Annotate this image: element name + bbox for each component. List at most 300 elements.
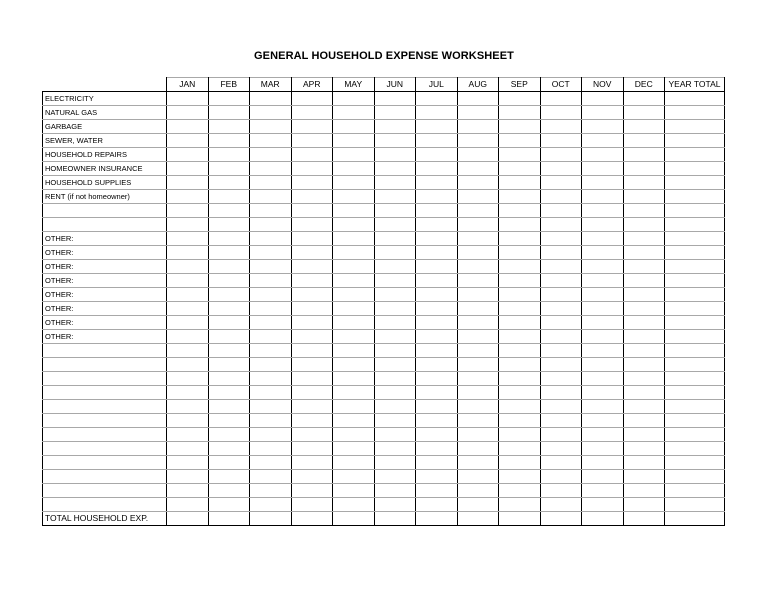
amount-cell[interactable] [167,106,209,120]
amount-cell[interactable] [457,134,499,148]
amount-cell[interactable] [665,274,725,288]
amount-cell[interactable] [208,288,250,302]
amount-cell[interactable] [250,106,292,120]
amount-cell[interactable] [333,176,375,190]
amount-cell[interactable] [416,470,458,484]
amount-cell[interactable] [416,456,458,470]
amount-cell[interactable] [665,372,725,386]
amount-cell[interactable] [291,470,333,484]
amount-cell[interactable] [582,330,624,344]
amount-cell[interactable] [665,358,725,372]
amount-cell[interactable] [167,344,209,358]
amount-cell[interactable] [333,288,375,302]
amount-cell[interactable] [540,218,582,232]
amount-cell[interactable] [457,414,499,428]
amount-cell[interactable] [457,120,499,134]
amount-cell[interactable] [457,428,499,442]
amount-cell[interactable] [499,134,541,148]
amount-cell[interactable] [540,190,582,204]
amount-cell[interactable] [208,316,250,330]
amount-cell[interactable] [291,148,333,162]
amount-cell[interactable] [665,260,725,274]
amount-cell[interactable] [416,400,458,414]
amount-cell[interactable] [582,512,624,526]
amount-cell[interactable] [208,162,250,176]
amount-cell[interactable] [540,288,582,302]
amount-cell[interactable] [499,386,541,400]
amount-cell[interactable] [540,204,582,218]
amount-cell[interactable] [250,400,292,414]
amount-cell[interactable] [208,120,250,134]
amount-cell[interactable] [582,470,624,484]
amount-cell[interactable] [665,92,725,106]
amount-cell[interactable] [333,148,375,162]
amount-cell[interactable] [333,232,375,246]
amount-cell[interactable] [582,92,624,106]
amount-cell[interactable] [208,246,250,260]
amount-cell[interactable] [333,470,375,484]
amount-cell[interactable] [333,274,375,288]
amount-cell[interactable] [582,498,624,512]
amount-cell[interactable] [416,176,458,190]
amount-cell[interactable] [167,148,209,162]
amount-cell[interactable] [167,470,209,484]
amount-cell[interactable] [623,162,665,176]
amount-cell[interactable] [250,92,292,106]
amount-cell[interactable] [540,456,582,470]
amount-cell[interactable] [457,330,499,344]
amount-cell[interactable] [167,400,209,414]
amount-cell[interactable] [167,414,209,428]
amount-cell[interactable] [250,414,292,428]
amount-cell[interactable] [623,134,665,148]
amount-cell[interactable] [333,330,375,344]
amount-cell[interactable] [374,204,416,218]
amount-cell[interactable] [457,148,499,162]
amount-cell[interactable] [540,246,582,260]
amount-cell[interactable] [208,386,250,400]
amount-cell[interactable] [250,316,292,330]
amount-cell[interactable] [623,456,665,470]
amount-cell[interactable] [167,512,209,526]
amount-cell[interactable] [167,372,209,386]
amount-cell[interactable] [416,330,458,344]
amount-cell[interactable] [582,232,624,246]
amount-cell[interactable] [374,442,416,456]
amount-cell[interactable] [250,274,292,288]
amount-cell[interactable] [374,316,416,330]
amount-cell[interactable] [665,386,725,400]
amount-cell[interactable] [374,470,416,484]
amount-cell[interactable] [208,176,250,190]
amount-cell[interactable] [540,470,582,484]
amount-cell[interactable] [374,232,416,246]
amount-cell[interactable] [167,204,209,218]
amount-cell[interactable] [208,274,250,288]
amount-cell[interactable] [416,428,458,442]
amount-cell[interactable] [416,414,458,428]
amount-cell[interactable] [540,498,582,512]
amount-cell[interactable] [291,288,333,302]
amount-cell[interactable] [374,358,416,372]
amount-cell[interactable] [623,120,665,134]
amount-cell[interactable] [291,134,333,148]
amount-cell[interactable] [499,92,541,106]
amount-cell[interactable] [499,162,541,176]
amount-cell[interactable] [416,386,458,400]
amount-cell[interactable] [333,456,375,470]
amount-cell[interactable] [665,106,725,120]
amount-cell[interactable] [291,498,333,512]
amount-cell[interactable] [416,162,458,176]
amount-cell[interactable] [208,512,250,526]
amount-cell[interactable] [374,456,416,470]
amount-cell[interactable] [167,92,209,106]
amount-cell[interactable] [291,260,333,274]
amount-cell[interactable] [623,428,665,442]
amount-cell[interactable] [167,302,209,316]
amount-cell[interactable] [499,148,541,162]
amount-cell[interactable] [457,512,499,526]
amount-cell[interactable] [374,302,416,316]
amount-cell[interactable] [457,232,499,246]
amount-cell[interactable] [250,218,292,232]
amount-cell[interactable] [167,134,209,148]
amount-cell[interactable] [416,302,458,316]
amount-cell[interactable] [499,288,541,302]
amount-cell[interactable] [623,260,665,274]
amount-cell[interactable] [582,372,624,386]
amount-cell[interactable] [416,512,458,526]
amount-cell[interactable] [540,484,582,498]
amount-cell[interactable] [416,288,458,302]
amount-cell[interactable] [291,204,333,218]
amount-cell[interactable] [250,302,292,316]
amount-cell[interactable] [499,218,541,232]
amount-cell[interactable] [291,176,333,190]
amount-cell[interactable] [540,232,582,246]
amount-cell[interactable] [291,386,333,400]
amount-cell[interactable] [374,344,416,358]
amount-cell[interactable] [374,92,416,106]
amount-cell[interactable] [416,106,458,120]
amount-cell[interactable] [665,302,725,316]
amount-cell[interactable] [291,358,333,372]
amount-cell[interactable] [208,92,250,106]
amount-cell[interactable] [499,442,541,456]
amount-cell[interactable] [333,344,375,358]
amount-cell[interactable] [208,498,250,512]
amount-cell[interactable] [582,358,624,372]
amount-cell[interactable] [333,498,375,512]
amount-cell[interactable] [499,484,541,498]
amount-cell[interactable] [291,162,333,176]
amount-cell[interactable] [416,484,458,498]
amount-cell[interactable] [208,470,250,484]
amount-cell[interactable] [499,456,541,470]
amount-cell[interactable] [665,512,725,526]
amount-cell[interactable] [291,120,333,134]
amount-cell[interactable] [540,428,582,442]
amount-cell[interactable] [623,176,665,190]
amount-cell[interactable] [374,134,416,148]
amount-cell[interactable] [623,92,665,106]
amount-cell[interactable] [457,162,499,176]
amount-cell[interactable] [457,218,499,232]
amount-cell[interactable] [540,344,582,358]
amount-cell[interactable] [333,162,375,176]
amount-cell[interactable] [499,344,541,358]
amount-cell[interactable] [457,498,499,512]
amount-cell[interactable] [623,190,665,204]
amount-cell[interactable] [208,204,250,218]
amount-cell[interactable] [208,330,250,344]
amount-cell[interactable] [250,176,292,190]
amount-cell[interactable] [291,400,333,414]
amount-cell[interactable] [499,274,541,288]
amount-cell[interactable] [333,400,375,414]
amount-cell[interactable] [540,162,582,176]
amount-cell[interactable] [457,470,499,484]
amount-cell[interactable] [457,302,499,316]
amount-cell[interactable] [374,400,416,414]
amount-cell[interactable] [582,120,624,134]
amount-cell[interactable] [250,428,292,442]
amount-cell[interactable] [333,414,375,428]
amount-cell[interactable] [665,428,725,442]
amount-cell[interactable] [250,204,292,218]
amount-cell[interactable] [457,92,499,106]
amount-cell[interactable] [333,358,375,372]
amount-cell[interactable] [250,372,292,386]
amount-cell[interactable] [250,484,292,498]
amount-cell[interactable] [623,400,665,414]
amount-cell[interactable] [582,148,624,162]
amount-cell[interactable] [665,484,725,498]
amount-cell[interactable] [499,260,541,274]
amount-cell[interactable] [291,428,333,442]
amount-cell[interactable] [665,134,725,148]
amount-cell[interactable] [540,442,582,456]
amount-cell[interactable] [291,218,333,232]
amount-cell[interactable] [208,372,250,386]
amount-cell[interactable] [499,302,541,316]
amount-cell[interactable] [291,456,333,470]
amount-cell[interactable] [250,288,292,302]
amount-cell[interactable] [416,134,458,148]
amount-cell[interactable] [374,190,416,204]
amount-cell[interactable] [167,162,209,176]
amount-cell[interactable] [623,358,665,372]
amount-cell[interactable] [540,386,582,400]
amount-cell[interactable] [665,120,725,134]
amount-cell[interactable] [623,442,665,456]
amount-cell[interactable] [167,120,209,134]
amount-cell[interactable] [540,176,582,190]
amount-cell[interactable] [457,456,499,470]
amount-cell[interactable] [665,456,725,470]
amount-cell[interactable] [457,386,499,400]
amount-cell[interactable] [167,316,209,330]
amount-cell[interactable] [665,400,725,414]
amount-cell[interactable] [540,260,582,274]
amount-cell[interactable] [499,400,541,414]
amount-cell[interactable] [457,358,499,372]
amount-cell[interactable] [457,106,499,120]
amount-cell[interactable] [540,120,582,134]
amount-cell[interactable] [582,386,624,400]
amount-cell[interactable] [582,204,624,218]
amount-cell[interactable] [374,106,416,120]
amount-cell[interactable] [416,246,458,260]
amount-cell[interactable] [291,92,333,106]
amount-cell[interactable] [665,232,725,246]
amount-cell[interactable] [665,470,725,484]
amount-cell[interactable] [291,344,333,358]
amount-cell[interactable] [208,400,250,414]
amount-cell[interactable] [167,274,209,288]
amount-cell[interactable] [540,512,582,526]
amount-cell[interactable] [582,344,624,358]
amount-cell[interactable] [665,498,725,512]
amount-cell[interactable] [582,316,624,330]
amount-cell[interactable] [250,162,292,176]
amount-cell[interactable] [167,442,209,456]
amount-cell[interactable] [416,120,458,134]
amount-cell[interactable] [416,92,458,106]
amount-cell[interactable] [499,246,541,260]
amount-cell[interactable] [208,232,250,246]
amount-cell[interactable] [457,260,499,274]
amount-cell[interactable] [167,358,209,372]
amount-cell[interactable] [374,176,416,190]
amount-cell[interactable] [623,386,665,400]
amount-cell[interactable] [540,316,582,330]
amount-cell[interactable] [374,218,416,232]
amount-cell[interactable] [250,148,292,162]
amount-cell[interactable] [499,330,541,344]
amount-cell[interactable] [250,190,292,204]
amount-cell[interactable] [623,232,665,246]
amount-cell[interactable] [333,372,375,386]
amount-cell[interactable] [291,302,333,316]
amount-cell[interactable] [457,246,499,260]
amount-cell[interactable] [623,218,665,232]
amount-cell[interactable] [374,288,416,302]
amount-cell[interactable] [457,204,499,218]
amount-cell[interactable] [167,288,209,302]
amount-cell[interactable] [167,260,209,274]
amount-cell[interactable] [582,218,624,232]
amount-cell[interactable] [499,512,541,526]
amount-cell[interactable] [540,274,582,288]
amount-cell[interactable] [623,498,665,512]
amount-cell[interactable] [499,470,541,484]
amount-cell[interactable] [208,358,250,372]
amount-cell[interactable] [665,148,725,162]
amount-cell[interactable] [208,106,250,120]
amount-cell[interactable] [457,176,499,190]
amount-cell[interactable] [291,106,333,120]
amount-cell[interactable] [291,246,333,260]
amount-cell[interactable] [374,428,416,442]
amount-cell[interactable] [582,162,624,176]
amount-cell[interactable] [374,414,416,428]
amount-cell[interactable] [499,106,541,120]
amount-cell[interactable] [333,190,375,204]
amount-cell[interactable] [250,246,292,260]
amount-cell[interactable] [167,386,209,400]
amount-cell[interactable] [333,512,375,526]
amount-cell[interactable] [167,218,209,232]
amount-cell[interactable] [582,134,624,148]
amount-cell[interactable] [374,148,416,162]
amount-cell[interactable] [623,302,665,316]
amount-cell[interactable] [665,414,725,428]
amount-cell[interactable] [333,92,375,106]
amount-cell[interactable] [167,484,209,498]
amount-cell[interactable] [208,148,250,162]
amount-cell[interactable] [333,386,375,400]
amount-cell[interactable] [333,204,375,218]
amount-cell[interactable] [540,358,582,372]
amount-cell[interactable] [374,484,416,498]
amount-cell[interactable] [291,274,333,288]
amount-cell[interactable] [291,316,333,330]
amount-cell[interactable] [291,232,333,246]
amount-cell[interactable] [540,92,582,106]
amount-cell[interactable] [333,218,375,232]
amount-cell[interactable] [540,134,582,148]
amount-cell[interactable] [457,372,499,386]
amount-cell[interactable] [250,442,292,456]
amount-cell[interactable] [250,498,292,512]
amount-cell[interactable] [167,232,209,246]
amount-cell[interactable] [623,512,665,526]
amount-cell[interactable] [499,176,541,190]
amount-cell[interactable] [540,302,582,316]
amount-cell[interactable] [665,176,725,190]
amount-cell[interactable] [582,428,624,442]
amount-cell[interactable] [250,358,292,372]
amount-cell[interactable] [457,484,499,498]
amount-cell[interactable] [416,372,458,386]
amount-cell[interactable] [623,344,665,358]
amount-cell[interactable] [250,260,292,274]
amount-cell[interactable] [416,232,458,246]
amount-cell[interactable] [374,330,416,344]
amount-cell[interactable] [167,176,209,190]
amount-cell[interactable] [291,512,333,526]
amount-cell[interactable] [208,442,250,456]
amount-cell[interactable] [291,414,333,428]
amount-cell[interactable] [623,106,665,120]
amount-cell[interactable] [582,456,624,470]
amount-cell[interactable] [208,302,250,316]
amount-cell[interactable] [499,358,541,372]
amount-cell[interactable] [540,400,582,414]
amount-cell[interactable] [208,428,250,442]
amount-cell[interactable] [416,358,458,372]
amount-cell[interactable] [291,372,333,386]
amount-cell[interactable] [416,218,458,232]
amount-cell[interactable] [333,106,375,120]
amount-cell[interactable] [167,190,209,204]
amount-cell[interactable] [416,442,458,456]
amount-cell[interactable] [540,330,582,344]
amount-cell[interactable] [623,316,665,330]
amount-cell[interactable] [374,162,416,176]
